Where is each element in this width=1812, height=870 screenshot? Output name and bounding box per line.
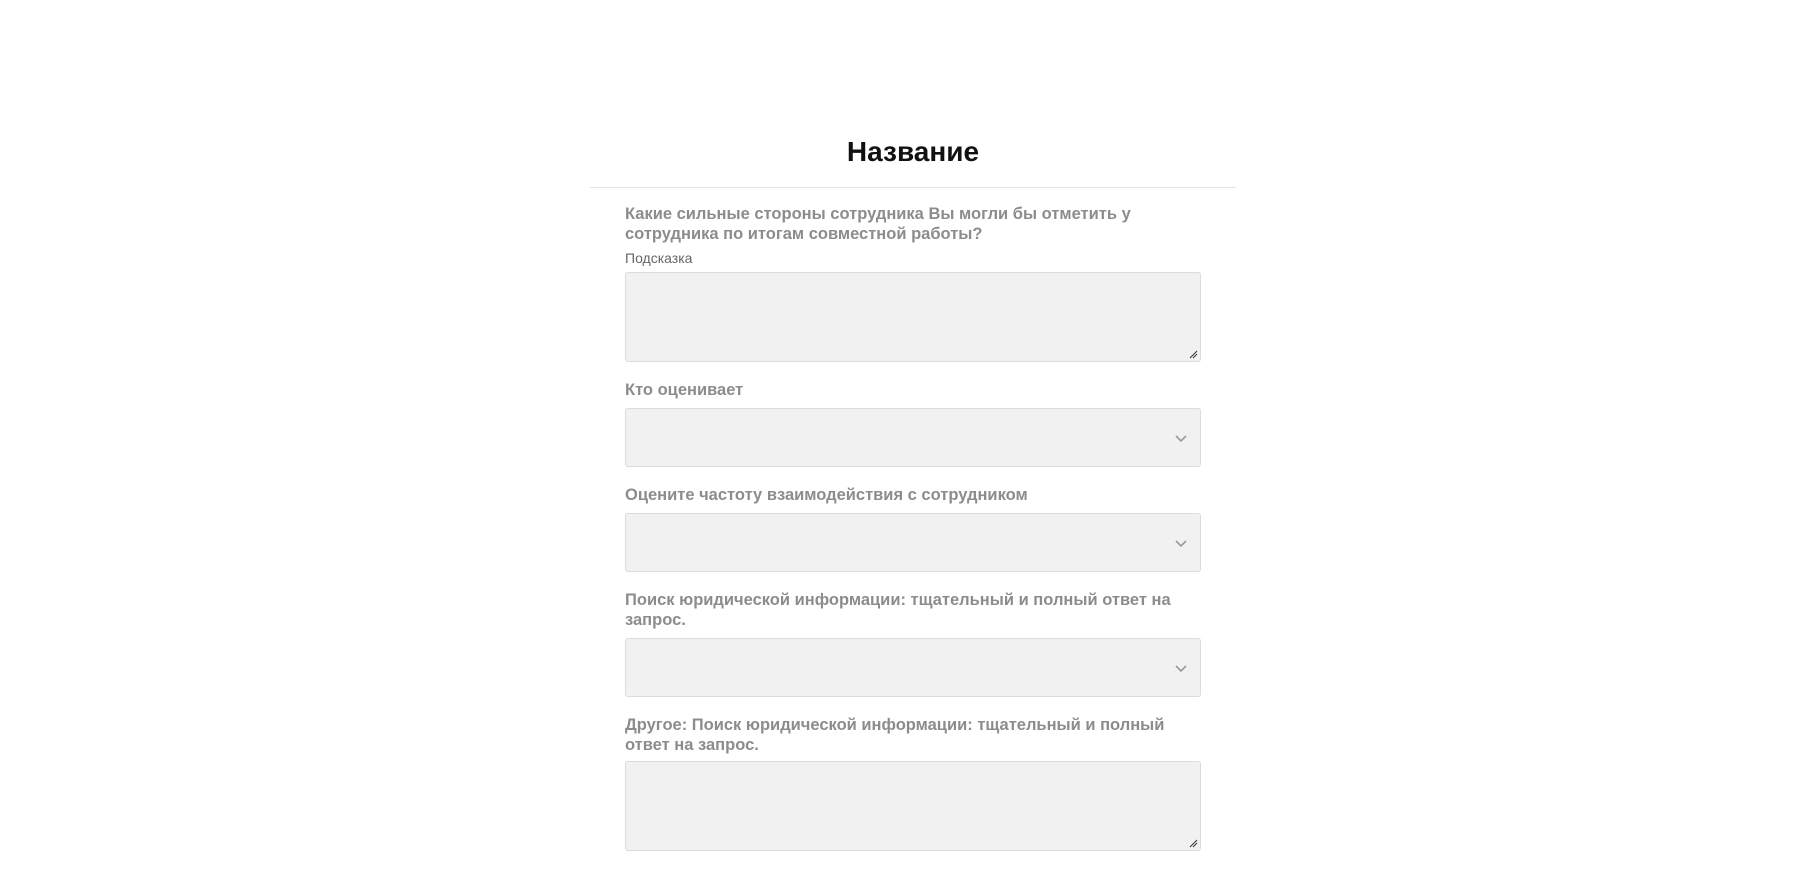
form-body xyxy=(590,188,1236,851)
legal-search-other-textarea[interactable] xyxy=(625,761,1201,851)
question-interaction-frequency xyxy=(625,485,1201,572)
legal-search-select[interactable] xyxy=(625,638,1201,697)
resize-handle-icon[interactable] xyxy=(1188,349,1198,359)
form-title: Название xyxy=(846,136,980,167)
chevron-down-icon xyxy=(1174,661,1188,675)
resize-handle-icon[interactable] xyxy=(1188,838,1198,848)
chevron-down-icon xyxy=(1174,536,1188,550)
question-label: Кто оценивает xyxy=(625,381,744,399)
chevron-down-icon xyxy=(1174,431,1188,445)
frequency-select[interactable] xyxy=(625,513,1201,572)
question-hint: Подсказка xyxy=(625,250,693,266)
survey-form xyxy=(590,128,1236,869)
question-label: Какие сильные стороны сотрудника Вы могли бы отметить у сотрудника по итогам совместной работы? xyxy=(625,205,1131,243)
question-legal-search xyxy=(625,590,1201,697)
strengths-textarea[interactable] xyxy=(625,272,1201,362)
question-label: Другое: Поиск юридической информации: тщательный и полный ответ на запрос. xyxy=(625,716,1165,754)
question-strengths xyxy=(625,204,1201,362)
question-label: Поиск юридической информации: тщательный и полный ответ на запрос. xyxy=(625,591,1171,629)
evaluator-select[interactable] xyxy=(625,408,1201,467)
question-legal-search-other xyxy=(625,715,1201,851)
question-label: Оцените частоту взаимодействия с сотрудником xyxy=(625,486,1028,504)
question-evaluator xyxy=(625,380,1201,467)
